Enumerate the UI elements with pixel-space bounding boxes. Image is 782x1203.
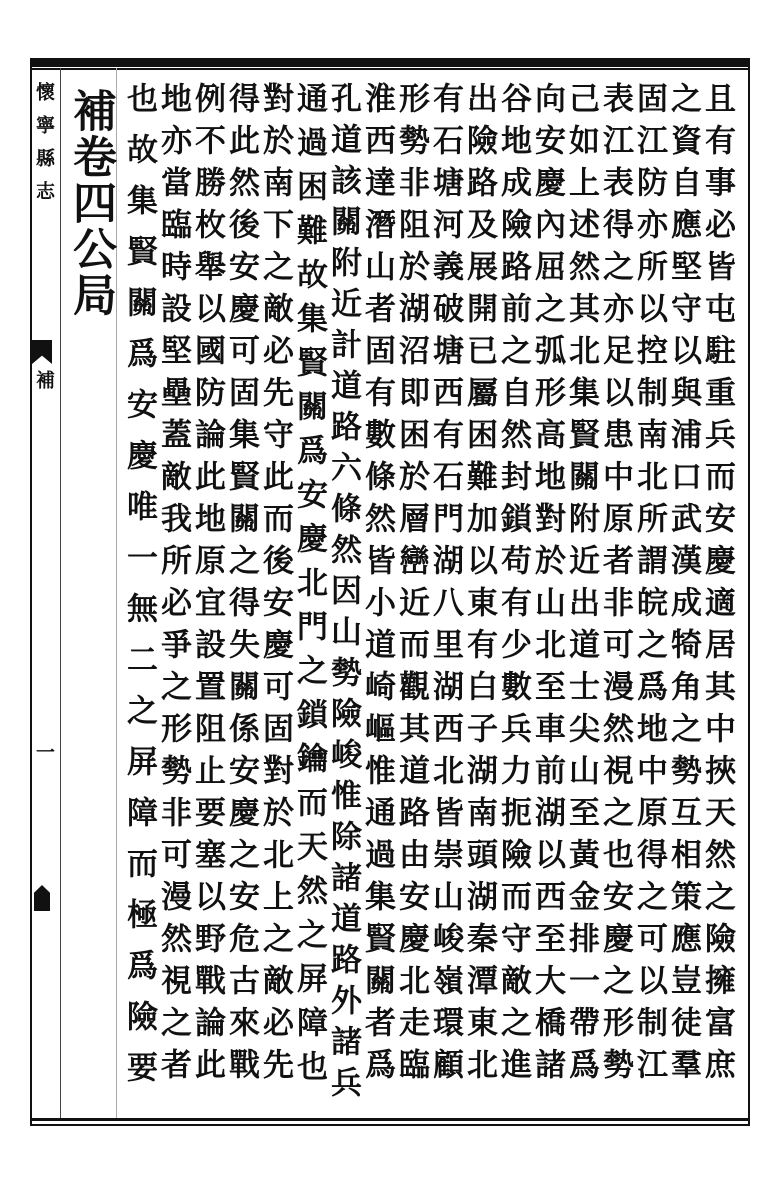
text-column: 出險路及展開已屬困難加以東有白子湖南頭湖秦潭東北	[461, 82, 497, 1090]
chapter-heading: 補卷四公局	[65, 88, 116, 318]
bottom-border-thick	[30, 1118, 750, 1121]
heading-separator	[116, 68, 117, 1118]
text-column: 向安慶內屈之弧形高地對於山北至車前湖以西至大橋諸	[529, 82, 565, 1090]
text-column: 通過困難故集賢關爲安慶北門之鎖鑰而天然之屏障也	[291, 82, 327, 1094]
fishtail-top-icon	[32, 340, 52, 364]
text-column: 對於南下之敵必先守此而後安慶可固對於北上之敵必先	[257, 82, 293, 1090]
left-border	[30, 60, 32, 1124]
top-border-thin	[30, 68, 750, 70]
text-column: 地亦當臨時設堅壘蓋敵我所必爭之形勢非可漫然視之者	[155, 82, 191, 1090]
fishtail-bottom-icon	[34, 885, 50, 911]
text-column: 也故集賢關爲安慶唯一無二之屏障而極爲險要	[121, 82, 157, 1102]
text-column: 得此然後安慶可固集賢關之得失關係安慶之安危古來戰	[223, 82, 259, 1090]
text-column: 表江表得之亦足以患中原者非可漫然視之也安慶之形勢	[597, 82, 633, 1090]
text-column: 固江防亦所以控制南北所謂皖之爲地中原得之可以制江	[631, 82, 667, 1090]
text-column: 形勢非阻於湖沼即困於層巒近而觀其道路由安慶北走臨	[393, 82, 429, 1090]
right-border	[748, 60, 750, 1124]
text-column: 淮西達潛山者固有數條然皆小道崎嶇惟通過集賢關者爲	[359, 82, 395, 1090]
text-column: 孔道該關附近計道路六條然因山勢險峻惟除諸道路外諸兵	[325, 82, 361, 1107]
text-column: 例不勝枚舉以國防論此地原宜設置阻止要塞以野戰論此	[189, 82, 225, 1090]
text-column: 之資自應堅守以與浦口武漢成犄角之勢互相策應豈徒羣	[665, 82, 701, 1090]
text-column: 且有事必皆屯駐重兵而安慶適居其中挾天然之險擁富庶	[699, 82, 735, 1090]
margin-book-title: 懷寧縣志	[33, 82, 55, 214]
bottom-border-thin	[30, 1124, 750, 1126]
text-column: 有石塘河義破塘西有石門湖八里湖西北皆崇山峻嶺環顧	[427, 82, 463, 1090]
margin-separator	[60, 68, 61, 1118]
text-column: 谷地成險路前之自然封鎖苟有少數兵力扼險而守敵之進	[495, 82, 531, 1090]
text-column: 己如上述然其北集賢關附近出道士尖山至黃金排一帶爲	[563, 82, 599, 1090]
top-border-thick	[30, 58, 750, 67]
margin-page-number: 一	[33, 742, 55, 761]
margin-section-label: 補	[33, 370, 55, 389]
